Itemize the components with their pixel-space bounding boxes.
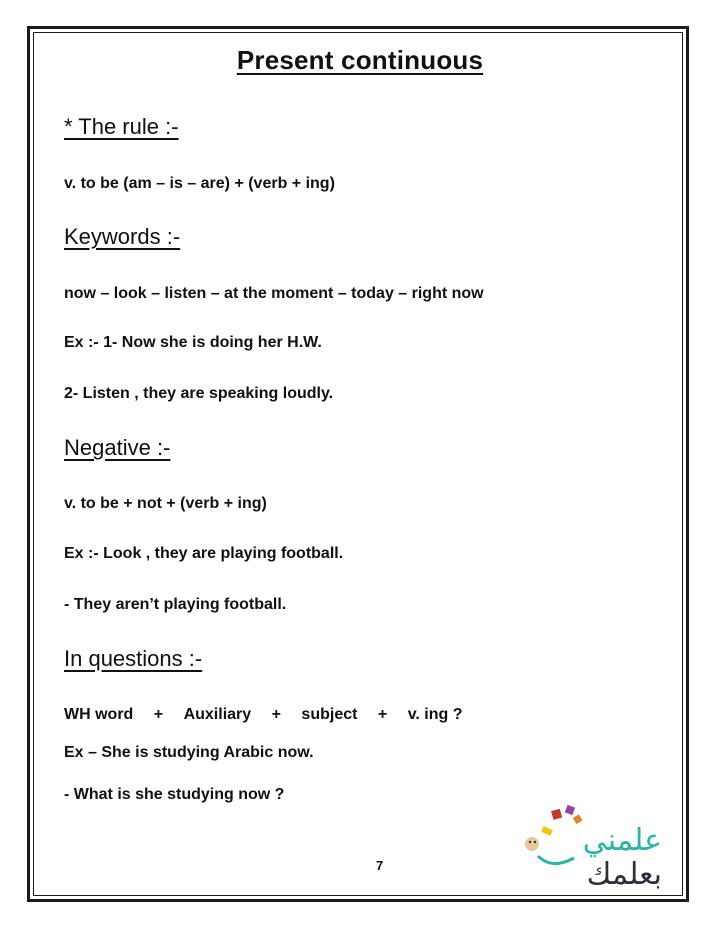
formula-wh-word: WH word <box>64 706 134 723</box>
negative-example-2: - They aren’t playing football. <box>64 596 287 613</box>
page-border-inner <box>33 32 683 896</box>
keywords-example-1: Ex :- 1- Now she is doing her H.W. <box>64 334 322 351</box>
logo-doodle-icon <box>525 805 582 851</box>
page-number: 7 <box>376 858 384 873</box>
formula-auxiliary: Auxiliary <box>183 706 252 723</box>
page-title: Present continuous <box>236 45 484 75</box>
keywords-example-2: 2- Listen , they are speaking loudly. <box>64 385 334 402</box>
formula-v-ing: v. ing ? <box>407 706 463 723</box>
questions-heading: In questions :- <box>64 646 203 671</box>
negative-heading: Negative :- <box>64 435 171 460</box>
negative-example-1: Ex :- Look , they are playing football. <box>64 545 344 562</box>
logo-arc-icon <box>538 856 574 864</box>
keywords-list: now – look – listen – at the moment – today – right now <box>64 285 484 302</box>
questions-formula <box>64 706 463 724</box>
questions-example-1: Ex – She is studying Arabic now. <box>64 744 314 761</box>
logo-icon <box>512 800 672 892</box>
formula-plus: + <box>153 706 164 723</box>
rule-heading: * The rule :- <box>64 114 179 139</box>
questions-example-2: - What is she studying now ? <box>64 786 285 803</box>
formula-plus: + <box>271 706 281 723</box>
formula-plus: + <box>377 706 388 723</box>
negative-formula: v. to be + not + (verb + ing) <box>64 495 267 512</box>
logo-line-1: علمني <box>582 823 662 858</box>
logo-line-2: بعلمك <box>586 857 662 892</box>
keywords-heading: Keywords :- <box>64 224 181 249</box>
rule-formula: v. to be (am – is – are) + (verb + ing) <box>64 175 335 192</box>
formula-subject: subject <box>301 706 358 723</box>
